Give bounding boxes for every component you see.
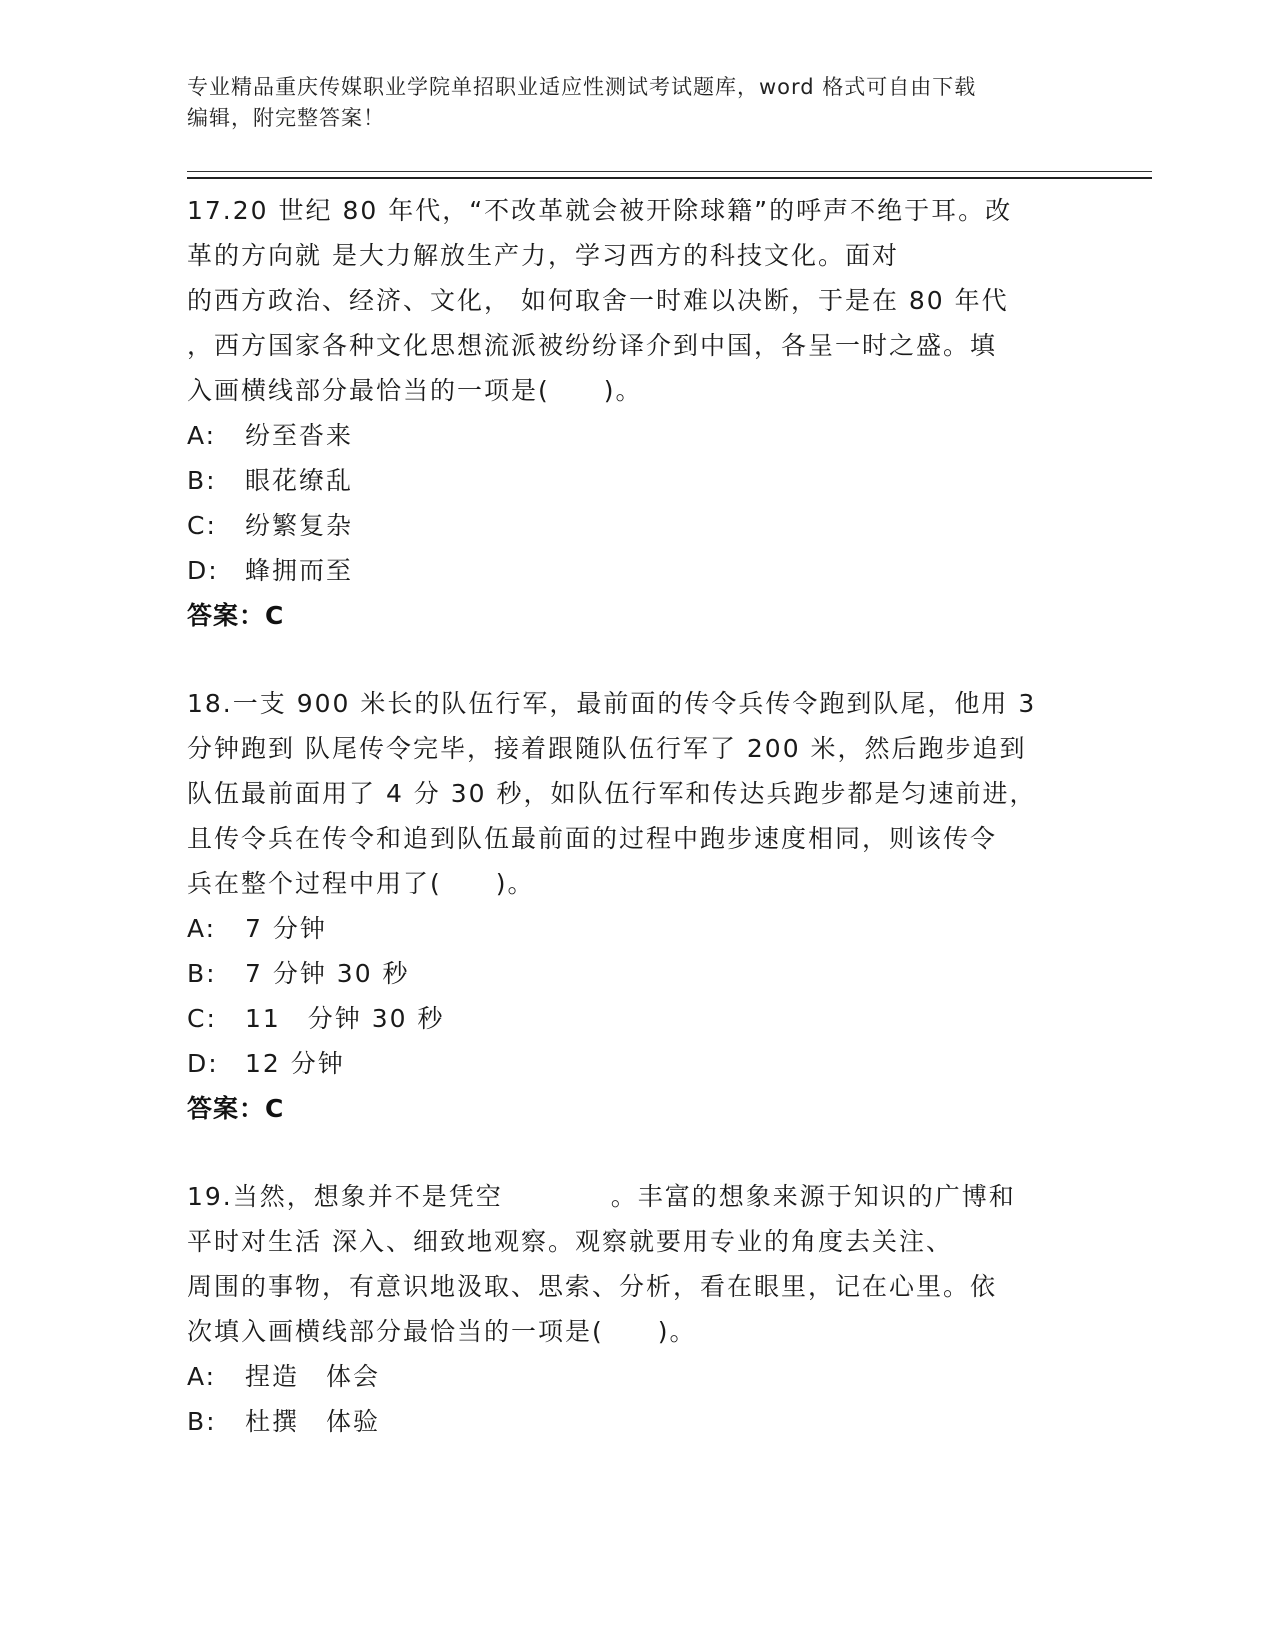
option-d bbox=[187, 1041, 1087, 1086]
stem-line: 且传令兵在传令和追到队伍最前面的过程中跑步速度相同，则该传令 bbox=[187, 824, 998, 853]
option-key: D: bbox=[187, 556, 219, 585]
answer-text: 答案：C bbox=[187, 1094, 285, 1123]
option-text: 蜂拥而至 bbox=[245, 556, 354, 585]
option-c bbox=[187, 503, 1087, 548]
question-list bbox=[187, 188, 1087, 1444]
option-text: 11 分钟 30 秒 bbox=[245, 1004, 445, 1033]
option-b bbox=[187, 458, 1087, 503]
stem-line: 兵在整个过程中用了( )。 bbox=[187, 869, 535, 898]
question-19 bbox=[187, 1174, 1087, 1444]
question-stem bbox=[187, 188, 1087, 413]
option-text: 捏造 体会 bbox=[245, 1362, 381, 1391]
stem-line: 18.一支 900 米长的队伍行军，最前面的传令兵传令跑到队尾，他用 3 bbox=[187, 689, 1037, 718]
option-key: A: bbox=[187, 421, 217, 450]
spacer bbox=[187, 638, 1087, 681]
option-key: C: bbox=[187, 511, 217, 540]
option-text: 12 分钟 bbox=[245, 1049, 345, 1078]
stem-line: 次填入画横线部分最恰当的一项是( )。 bbox=[187, 1317, 697, 1346]
header-divider-thin bbox=[187, 171, 1152, 172]
stem-line: 的西方政治、经济、文化， 如何取舍一时难以决断，于是在 80 年代 bbox=[187, 286, 1009, 315]
option-a bbox=[187, 1354, 1087, 1399]
stem-line: 分钟跑到 队尾传令完毕，接着跟随队伍行军了 200 米，然后跑步追到 bbox=[187, 734, 1027, 763]
option-text: 7 分钟 bbox=[245, 914, 327, 943]
option-c bbox=[187, 996, 1087, 1041]
stem-line: 革的方向就 是大力解放生产力，学习西方的科技文化。面对 bbox=[187, 241, 899, 270]
option-a bbox=[187, 413, 1087, 458]
header-line-2: 编辑，附完整答案！ bbox=[187, 106, 385, 130]
option-key: B: bbox=[187, 466, 217, 495]
option-text: 纷繁复杂 bbox=[245, 511, 354, 540]
option-text: 眼花缭乱 bbox=[245, 466, 354, 495]
stem-line: 入画横线部分最恰当的一项是( )。 bbox=[187, 376, 643, 405]
option-key: B: bbox=[187, 959, 217, 988]
option-key: C: bbox=[187, 1004, 217, 1033]
question-stem bbox=[187, 681, 1087, 906]
header-line-1: 专业精品重庆传媒职业学院单招职业适应性测试考试题库，word 格式可自由下载 bbox=[187, 75, 977, 99]
option-key: D: bbox=[187, 1049, 219, 1078]
option-d bbox=[187, 548, 1087, 593]
stem-line: 19.当然，想象并不是凭空 。丰富的想象来源于知识的广博和 bbox=[187, 1182, 1016, 1211]
stem-line: 平时对生活 深入、细致地观察。观察就要用专业的角度去关注、 bbox=[187, 1227, 953, 1256]
option-a bbox=[187, 906, 1087, 951]
option-b bbox=[187, 951, 1087, 996]
stem-line: 周围的事物，有意识地汲取、思索、分析，看在眼里，记在心里。依 bbox=[187, 1272, 998, 1301]
question-stem bbox=[187, 1174, 1087, 1354]
page-header bbox=[187, 72, 1087, 134]
answer-text: 答案：C bbox=[187, 601, 285, 630]
stem-line: ，西方国家各种文化思想流派被纷纷译介到中国，各呈一时之盛。填 bbox=[187, 331, 998, 360]
option-key: B: bbox=[187, 1407, 217, 1436]
option-text: 杜撰 体验 bbox=[245, 1407, 381, 1436]
option-text: 纷至沓来 bbox=[245, 421, 354, 450]
question-18 bbox=[187, 681, 1087, 1131]
option-key: A: bbox=[187, 914, 217, 943]
spacer bbox=[187, 1131, 1087, 1174]
option-key: A: bbox=[187, 1362, 217, 1391]
option-b bbox=[187, 1399, 1087, 1444]
stem-line: 17.20 世纪 80 年代，“不改革就会被开除球籍”的呼声不绝于耳。改 bbox=[187, 196, 1013, 225]
option-text: 7 分钟 30 秒 bbox=[245, 959, 410, 988]
header-divider-thick bbox=[187, 177, 1152, 179]
stem-line: 队伍最前面用了 4 分 30 秒，如队伍行军和传达兵跑步都是匀速前进， bbox=[187, 779, 1037, 808]
question-17 bbox=[187, 188, 1087, 638]
